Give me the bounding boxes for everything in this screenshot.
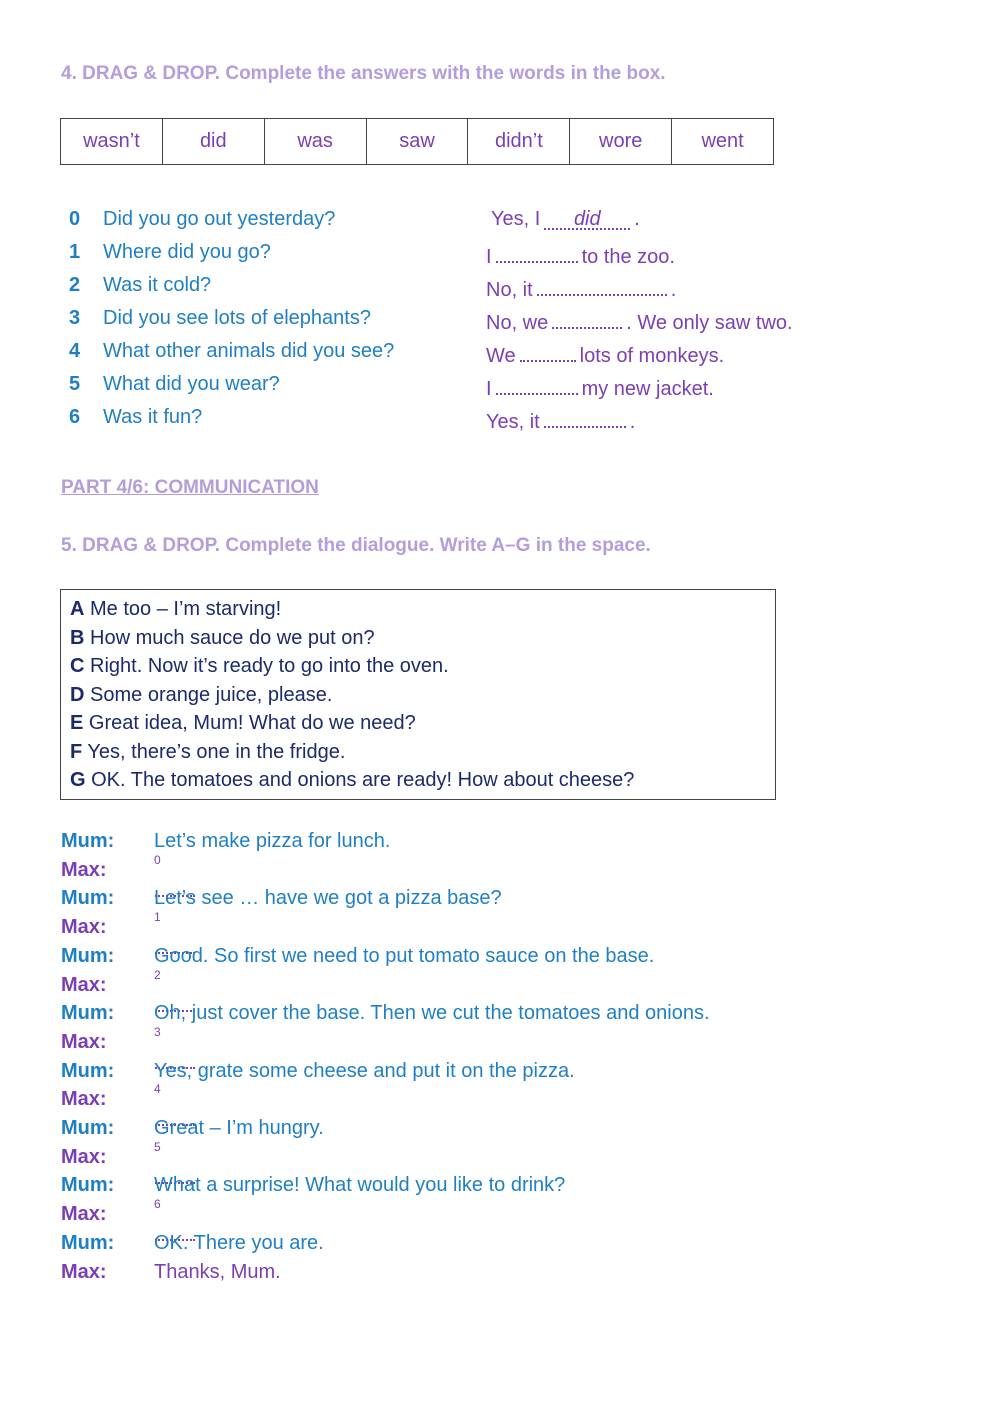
option-text: Some orange juice, please. xyxy=(90,683,333,706)
dialogue-line xyxy=(0,1197,1000,1231)
answer-after: . xyxy=(629,411,636,433)
item-number: 6 xyxy=(69,406,81,428)
speaker-label: Max: xyxy=(61,858,107,881)
dialogue-option[interactable] xyxy=(70,712,775,741)
dialogue-option[interactable] xyxy=(70,769,775,798)
dialogue-line xyxy=(0,1139,1000,1174)
speaker-label: Mum: xyxy=(61,1059,115,1082)
answer-after: my new jacket. xyxy=(581,378,714,400)
speaker-label: Mum: xyxy=(61,1231,115,1254)
dialogue-line xyxy=(0,945,1000,973)
answer-text xyxy=(486,406,635,434)
answer-before: No, we xyxy=(486,312,549,334)
qa-row xyxy=(0,406,1000,439)
answer-before: I xyxy=(486,378,492,400)
speaker-label: Max: xyxy=(61,1088,107,1111)
exercise-4-heading: 4. DRAG & DROP. Complete the answers with the words in the box. xyxy=(61,63,666,84)
option-text: How much sauce do we put on? xyxy=(90,626,375,649)
line-text: What a surprise! What would you like to drink? xyxy=(154,1174,566,1197)
item-number: 3 xyxy=(69,307,81,329)
part-heading: PART 4/6: COMMUNICATION xyxy=(61,477,319,498)
option-letter: F xyxy=(70,740,83,763)
speaker-label: Max: xyxy=(61,916,107,939)
answer-text xyxy=(486,274,676,302)
speaker-label: Max: xyxy=(61,1260,107,1283)
qa-row xyxy=(0,208,1000,241)
speaker-label: Mum: xyxy=(61,944,115,967)
speaker-label: Mum: xyxy=(61,830,115,852)
dialogue-line xyxy=(0,1261,1000,1289)
answer-text xyxy=(486,373,714,401)
answer-after: to the zoo. xyxy=(581,246,675,268)
speaker-label: Max: xyxy=(61,1203,107,1226)
speaker-label: Max: xyxy=(61,973,107,996)
speaker-label: Max: xyxy=(61,1030,107,1053)
line-text: Great – I’m hungry. xyxy=(154,1117,324,1139)
answer-text xyxy=(486,241,675,269)
dialogue-option[interactable] xyxy=(70,655,775,684)
word-option[interactable]: didn’t xyxy=(468,119,570,164)
word-option[interactable]: wore xyxy=(570,119,672,164)
option-letter: C xyxy=(70,655,85,677)
answer-after: . We only saw two. xyxy=(626,312,793,334)
dialogue-line xyxy=(0,1082,1000,1116)
line-text: OK. There you are. xyxy=(154,1231,324,1254)
dialogue-options-box xyxy=(60,589,776,800)
answer-drop-zone[interactable] xyxy=(544,208,630,230)
item-number: 5 xyxy=(69,373,81,395)
line-text: Thanks, Mum. xyxy=(154,1260,281,1283)
option-text: Great idea, Mum! What do we need? xyxy=(88,712,416,734)
gap-number: 4 xyxy=(154,1082,161,1097)
answer-before: No, it xyxy=(486,279,533,301)
line-text: Let’s see … have we got a pizza base? xyxy=(154,887,502,910)
question-text: Did you see lots of elephants? xyxy=(103,307,371,329)
question-text: Was it fun? xyxy=(103,406,203,428)
dialogue-line xyxy=(0,887,1000,915)
answer-after: . xyxy=(634,208,640,230)
option-text: Me too – I’m starving! xyxy=(90,598,282,620)
dialogue-line xyxy=(0,1117,1000,1145)
word-option[interactable]: saw xyxy=(367,119,469,164)
option-text: Right. Now it’s ready to go into the oven. xyxy=(90,655,449,677)
qa-row xyxy=(0,241,1000,274)
gap-number: 0 xyxy=(154,852,161,867)
answer-drop-zone[interactable] xyxy=(537,274,667,296)
option-text: Yes, there’s one in the fridge. xyxy=(87,740,346,763)
dialogue-line xyxy=(0,1232,1000,1260)
option-letter: G xyxy=(70,769,86,791)
answer-before: Yes, I xyxy=(491,208,541,230)
answer-fill: did xyxy=(573,208,601,230)
answer-drop-zone[interactable] xyxy=(496,373,578,395)
answer-text xyxy=(491,208,640,231)
qa-row xyxy=(0,340,1000,373)
dialogue-line xyxy=(0,1002,1000,1030)
gap-number: 1 xyxy=(154,910,161,925)
line-text: Let’s make pizza for lunch. xyxy=(154,830,391,852)
speaker-label: Mum: xyxy=(61,1117,115,1139)
gap-number: 5 xyxy=(154,1139,161,1154)
dialogue-line xyxy=(0,1024,1000,1059)
dialogue-line xyxy=(0,967,1000,1002)
question-text: Was it cold? xyxy=(103,274,212,296)
gap-number: 6 xyxy=(154,1197,161,1212)
item-number: 1 xyxy=(69,241,81,263)
line-text: Yes, grate some cheese and put it on the pizza. xyxy=(154,1059,575,1082)
gap-number: 2 xyxy=(154,967,161,982)
dialogue-option[interactable] xyxy=(70,627,775,656)
qa-row xyxy=(0,307,1000,340)
dialogue-line xyxy=(0,852,1000,887)
answer-after: . xyxy=(670,279,677,301)
option-letter: B xyxy=(70,626,85,649)
answer-before: I xyxy=(486,246,492,268)
answer-text xyxy=(486,340,724,368)
answer-drop-zone[interactable] xyxy=(496,241,578,263)
exercise-5-heading: 5. DRAG & DROP. Complete the dialogue. Write A–G in the space. xyxy=(61,535,651,556)
word-option[interactable]: did xyxy=(163,119,265,164)
dialogue-option[interactable] xyxy=(70,741,775,770)
answer-before: We xyxy=(486,345,516,367)
line-text: Oh, just cover the base. Then we cut the tomatoes and onions. xyxy=(154,1002,710,1025)
item-number: 2 xyxy=(69,274,81,296)
dialogue-option[interactable] xyxy=(70,598,775,627)
option-letter: A xyxy=(70,598,85,620)
dialogue-line xyxy=(0,1174,1000,1202)
qa-row xyxy=(0,274,1000,307)
word-option[interactable]: went xyxy=(701,130,744,152)
answer-drop-zone[interactable] xyxy=(520,340,576,362)
question-text: What did you wear? xyxy=(103,373,280,395)
answer-before: Yes, it xyxy=(486,411,540,433)
item-number: 0 xyxy=(69,208,81,230)
speaker-label: Mum: xyxy=(61,887,115,910)
word-option[interactable]: wasn’t xyxy=(61,119,163,164)
question-text: Did you go out yesterday? xyxy=(103,208,336,230)
speaker-label: Max: xyxy=(61,1145,107,1168)
dialogue-line xyxy=(0,1060,1000,1088)
answer-drop-zone[interactable] xyxy=(544,406,626,428)
answer-after: lots of monkeys. xyxy=(579,345,725,367)
option-text: OK. The tomatoes and onions are ready! How about cheese? xyxy=(91,769,635,791)
speaker-label: Mum: xyxy=(61,1002,115,1025)
gap-number: 3 xyxy=(154,1024,161,1039)
question-text: Where did you go? xyxy=(103,241,271,263)
option-letter: E xyxy=(70,712,84,734)
dialogue-line xyxy=(0,910,1000,944)
qa-row xyxy=(0,373,1000,406)
line-text: Good. So first we need to put tomato sauce on the base. xyxy=(154,944,655,967)
answer-text xyxy=(486,307,793,335)
item-number: 4 xyxy=(69,340,81,362)
answer-drop-zone[interactable] xyxy=(552,307,622,329)
dialogue-option[interactable] xyxy=(70,684,775,713)
word-option[interactable]: was xyxy=(265,119,367,164)
speaker-label: Mum: xyxy=(61,1174,115,1197)
option-letter: D xyxy=(70,683,85,706)
question-text: What other animals did you see? xyxy=(103,340,395,362)
dialogue-line xyxy=(0,830,1000,858)
word-box xyxy=(60,118,774,165)
